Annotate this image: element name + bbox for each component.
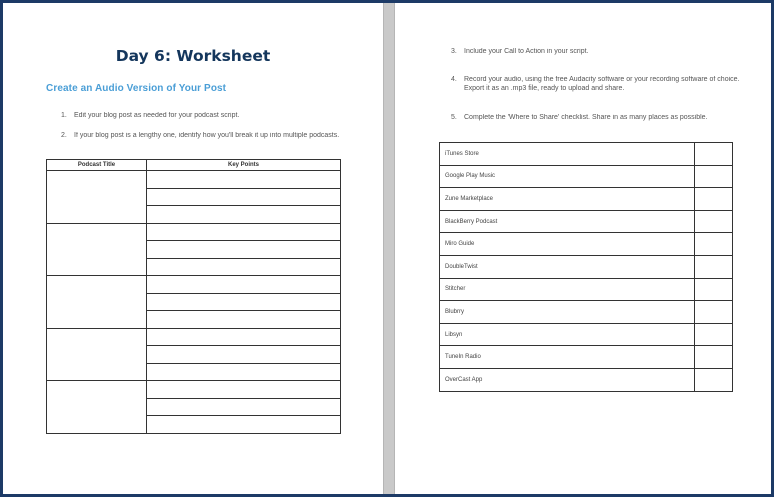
checkbox-cell[interactable]	[695, 368, 733, 391]
item-number: 3.	[451, 48, 457, 55]
key-point-cell[interactable]	[147, 223, 341, 241]
item-number: 5.	[451, 114, 457, 121]
podcast-title-cell[interactable]	[47, 381, 147, 434]
key-point-cell[interactable]	[147, 416, 341, 434]
checkbox-cell[interactable]	[695, 301, 733, 324]
checkbox-cell[interactable]	[695, 346, 733, 369]
checkbox-cell[interactable]	[695, 323, 733, 346]
right-page	[395, 3, 771, 494]
item-number: 1.	[61, 112, 67, 119]
platform-label: BlackBerry Podcast	[440, 210, 695, 233]
left-page	[3, 3, 383, 494]
item-number: 4.	[451, 76, 457, 83]
item-text: If your blog post is a lengthy one, identify how you'll break it up into multiple podcasts.	[74, 132, 340, 139]
key-point-cell[interactable]	[147, 381, 341, 399]
checkbox-cell[interactable]	[695, 210, 733, 233]
column-header-podcast-title: Podcast Title	[47, 160, 147, 171]
podcast-table	[46, 159, 341, 434]
key-point-cell[interactable]	[147, 258, 341, 276]
platform-label: Libsyn	[440, 323, 695, 346]
column-header-key-points: Key Points	[147, 160, 341, 171]
key-point-cell[interactable]	[147, 346, 341, 364]
platform-label: Google Play Music	[440, 165, 695, 188]
platform-label: DoubleTwist	[440, 255, 695, 278]
checkbox-cell[interactable]	[695, 188, 733, 211]
key-point-cell[interactable]	[147, 311, 341, 329]
key-point-cell[interactable]	[147, 206, 341, 224]
worksheet-title: Day 6: Worksheet	[115, 47, 271, 65]
key-point-cell[interactable]	[147, 328, 341, 346]
platform-label: Miro Guide	[440, 233, 695, 256]
page-divider	[383, 3, 384, 494]
item-text: Complete the 'Where to Share' checklist. Share in as many places as possible.	[464, 114, 708, 121]
item-text: Record your audio, using the free Audacity software or your recording software of choice. Export it as an .mp3 file, ready to upload and share.	[464, 76, 740, 92]
where-to-share-checklist	[439, 142, 733, 392]
platform-label: Zune Marketplace	[440, 188, 695, 211]
item-text: Edit your blog post as needed for your podcast script.	[74, 112, 240, 119]
key-point-cell[interactable]	[147, 276, 341, 294]
key-point-cell[interactable]	[147, 293, 341, 311]
checkbox-cell[interactable]	[695, 165, 733, 188]
item-text: Include your Call to Action in your script.	[464, 48, 589, 55]
key-point-cell[interactable]	[147, 188, 341, 206]
checkbox-cell[interactable]	[695, 143, 733, 166]
item-number: 2.	[61, 132, 67, 139]
podcast-title-cell[interactable]	[47, 276, 147, 329]
key-point-cell[interactable]	[147, 241, 341, 259]
platform-label: iTunes Store	[440, 143, 695, 166]
platform-label: TuneIn Radio	[440, 346, 695, 369]
key-point-cell[interactable]	[147, 398, 341, 416]
key-point-cell[interactable]	[147, 171, 341, 189]
checkbox-cell[interactable]	[695, 255, 733, 278]
section-subtitle: Create an Audio Version of Your Post	[46, 83, 227, 94]
platform-label: Stitcher	[440, 278, 695, 301]
document-viewer	[3, 3, 771, 494]
checkbox-cell[interactable]	[695, 233, 733, 256]
podcast-title-cell[interactable]	[47, 328, 147, 381]
platform-label: Blubrry	[440, 301, 695, 324]
podcast-title-cell[interactable]	[47, 171, 147, 224]
platform-label: OverCast App	[440, 368, 695, 391]
key-point-cell[interactable]	[147, 363, 341, 381]
checkbox-cell[interactable]	[695, 278, 733, 301]
podcast-title-cell[interactable]	[47, 223, 147, 276]
